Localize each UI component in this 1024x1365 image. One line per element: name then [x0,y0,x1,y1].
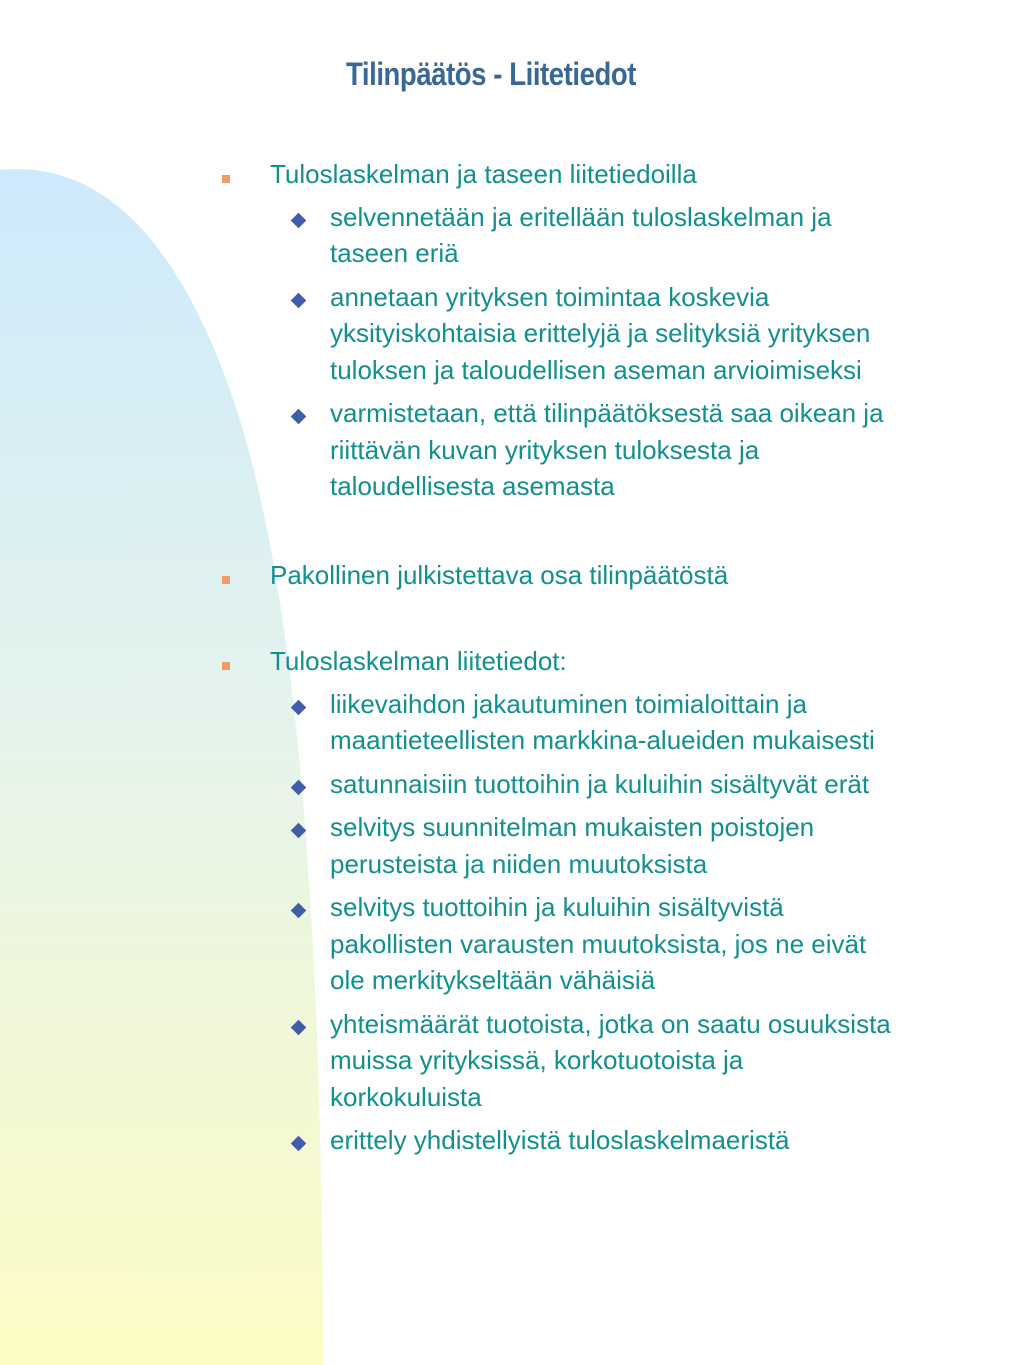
sub-bullet-text: yksityiskohtaisia erittelyjä ja selityksiä yrityksen [330,318,871,348]
sub-bullet-text: maantieteellisten markkina-alueiden mukaisesti [330,725,875,755]
sub-bullet-text: varmistetaan, että tilinpäätöksestä saa oikean ja [330,398,884,428]
square-bullet-icon [222,662,230,670]
sub-bullet-text: ole merkitykseltään vähäisiä [330,965,656,995]
square-bullet-icon [222,576,230,584]
slide-title: Tilinpäätös - Liitetiedot [346,56,636,92]
section-heading: Tuloslaskelman liitetiedot: [270,646,567,676]
sub-bullet-text: yhteismäärät tuotoista, jotka on saatu osuuksista [330,1008,891,1039]
sub-bullet-text: selvitys suunnitelman mukaisten poistojen [330,812,815,842]
sub-bullet-text: perusteista ja niiden muutoksista [330,848,708,879]
sub-bullet-text: liikevaihdon jakautuminen toimialoittain ja [330,688,807,719]
square-bullet-icon [222,175,230,183]
sub-bullet-text: muissa yrityksissä, korkotuotoista ja [330,1045,744,1075]
sub-bullet-text: taloudellisesta asemasta [330,471,615,501]
sub-bullet-text: korkokuluista [330,1081,482,1112]
section-heading: Tuloslaskelman ja taseen liitetiedoilla [270,159,697,189]
sub-bullet-text: riittävän kuvan yrityksen tuloksesta ja [330,434,760,465]
sub-bullet-text: satunnaisiin tuottoihin ja kuluihin sisältyvät erät [330,768,870,799]
sub-bullet-text: taseen eriä [330,238,459,268]
sub-bullet-text: annetaan yrityksen toimintaa koskevia [330,281,770,312]
sub-bullet-text: tuloksen ja taloudellisen aseman arvioimiseksi [330,354,862,385]
sub-bullet-text: pakollisten varausten muutoksista, jos ne eivät [330,928,867,959]
section-heading: Pakollinen julkistettava osa tilinpäätöstä [270,560,729,590]
sub-bullet-text: erittely yhdistellyistä tuloslaskelmaeristä [330,1125,790,1155]
sub-bullet-text: selvennetään ja eritellään tuloslaskelman ja [330,201,832,232]
sub-bullet-text: selvitys tuottoihin ja kuluihin sisältyvistä [330,892,784,922]
